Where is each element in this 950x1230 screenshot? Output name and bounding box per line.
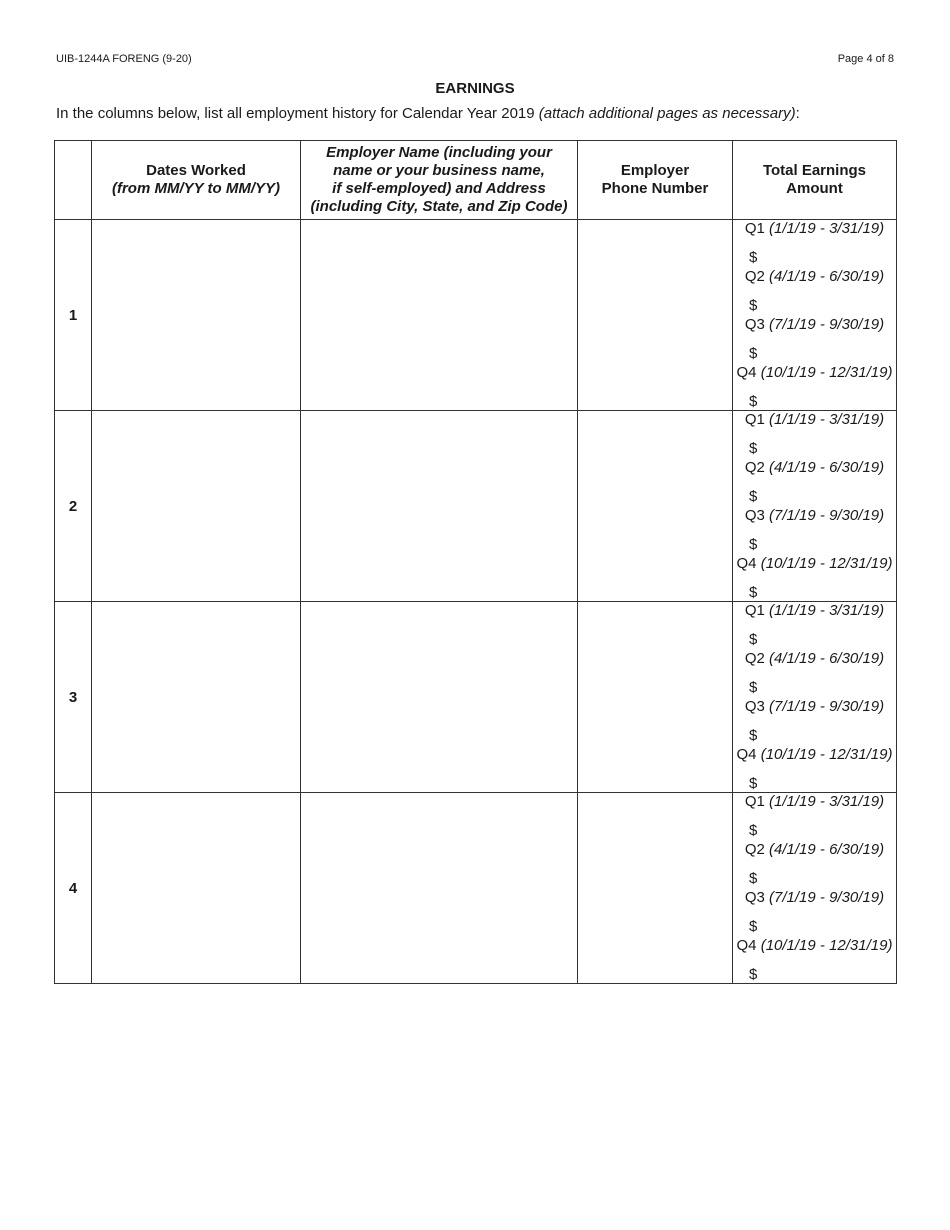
dates-worked-field[interactable] [92,793,301,984]
quarter-name: Q2 [744,268,765,285]
earnings-amount-field[interactable]: $ [749,631,758,648]
earnings-amount-field[interactable]: $ [749,440,758,457]
instructions [56,105,800,122]
quarter-label [733,841,896,858]
dates-worked-header [92,141,301,220]
earnings-amount-field[interactable]: $ [749,393,758,410]
table-header-row [55,141,897,220]
quarter-name: Q2 [744,650,765,667]
quarter-name: Q3 [744,507,765,524]
table-row [55,411,897,602]
quarter-list [733,602,896,792]
earnings-amount-field[interactable]: $ [749,775,758,792]
quarter-dates: (4/1/19 - 6/30/19) [769,268,885,285]
quarter-name: Q2 [744,841,765,858]
quarter-name: Q1 [744,411,765,428]
quarter-dates: (1/1/19 - 3/31/19) [769,602,885,619]
page-title: EARNINGS [435,80,515,97]
employer-field[interactable] [301,793,578,984]
quarter-dates: (10/1/19 - 12/31/19) [760,746,893,763]
table-row [55,602,897,793]
phone-field[interactable] [578,220,733,411]
quarter-list [733,411,896,601]
page-number: Page 4 of 8 [837,53,894,65]
earnings-cell [733,602,897,793]
quarter-label [733,793,896,810]
quarter-label [733,316,896,333]
earnings-cell [733,411,897,602]
earnings-amount-field[interactable]: $ [749,345,758,362]
quarter-label [733,459,896,476]
quarter-label [733,937,896,954]
dates-worked-field[interactable] [92,602,301,793]
earnings-amount-field[interactable]: $ [749,584,758,601]
phone-header-line: Employer [620,162,690,179]
table-row [55,793,897,984]
row-number: 4 [55,793,92,984]
employer-header-line: if self-employed) and Address [332,180,546,197]
quarter-name: Q1 [744,220,765,237]
quarter-dates: (4/1/19 - 6/30/19) [769,841,885,858]
employer-field[interactable] [301,220,578,411]
phone-header-line: Phone Number [601,180,709,197]
quarter-label [733,411,896,428]
quarter-name: Q4 [736,746,757,763]
earnings-amount-field[interactable]: $ [749,297,758,314]
quarter-label [733,602,896,619]
row-number-header [55,141,92,220]
table-row [55,220,897,411]
earnings-amount-field[interactable]: $ [749,822,758,839]
employer-header-line: name or your business name, [333,162,545,179]
quarter-label [733,889,896,906]
quarter-label [733,746,896,763]
employer-header-line: Employer Name (including your [326,144,552,161]
quarter-dates: (10/1/19 - 12/31/19) [760,937,893,954]
employer-header [301,141,578,220]
quarter-label [733,220,896,237]
earnings-amount-field[interactable]: $ [749,536,758,553]
phone-header [578,141,733,220]
row-number: 2 [55,411,92,602]
quarter-name: Q4 [736,555,757,572]
earnings-cell [733,220,897,411]
quarter-dates: (7/1/19 - 9/30/19) [769,316,885,333]
quarter-dates: (7/1/19 - 9/30/19) [769,889,885,906]
row-number: 3 [55,602,92,793]
employer-header-line: (including City, State, and Zip Code) [310,198,568,215]
quarter-name: Q2 [744,459,765,476]
quarter-dates: (1/1/19 - 3/31/19) [769,220,885,237]
quarter-name: Q4 [736,937,757,954]
employer-field[interactable] [301,411,578,602]
quarter-name: Q4 [736,364,757,381]
quarter-dates: (7/1/19 - 9/30/19) [769,507,885,524]
earnings-amount-field[interactable]: $ [749,249,758,266]
quarter-dates: (10/1/19 - 12/31/19) [760,364,893,381]
quarter-label [733,507,896,524]
dates-worked-title: Dates Worked [146,162,246,179]
quarter-name: Q1 [744,602,765,619]
quarter-dates: (4/1/19 - 6/30/19) [769,650,885,667]
earnings-amount-field[interactable]: $ [749,679,758,696]
earnings-cell [733,793,897,984]
quarter-dates: (10/1/19 - 12/31/19) [760,555,893,572]
quarter-dates: (4/1/19 - 6/30/19) [769,459,885,476]
quarter-dates: (1/1/19 - 3/31/19) [769,411,885,428]
earnings-header-line: Total Earnings [762,162,867,179]
quarter-name: Q3 [744,316,765,333]
employer-field[interactable] [301,602,578,793]
dates-worked-format: (from MM/YY to MM/YY) [111,180,281,197]
quarter-label [733,364,896,381]
phone-field[interactable] [578,793,733,984]
dates-worked-field[interactable] [92,220,301,411]
quarter-dates: (7/1/19 - 9/30/19) [769,698,885,715]
quarter-name: Q3 [744,698,765,715]
earnings-table [54,140,897,984]
quarter-name: Q3 [744,889,765,906]
instructions-note: (attach additional pages as necessary) [538,105,796,122]
phone-field[interactable] [578,411,733,602]
earnings-amount-field[interactable]: $ [749,727,758,744]
earnings-header-line: Amount [786,180,843,197]
instructions-text: In the columns below, list all employment history for Calendar Year 2019 [56,105,539,122]
instructions-suffix: : [795,105,800,122]
row-number: 1 [55,220,92,411]
earnings-amount-field[interactable]: $ [749,966,758,983]
quarter-label [733,698,896,715]
earnings-amount-field[interactable]: $ [749,918,758,935]
quarter-label [733,555,896,572]
quarter-label [733,268,896,285]
quarter-dates: (1/1/19 - 3/31/19) [769,793,885,810]
quarter-list [733,793,896,983]
earnings-amount-field[interactable]: $ [749,870,758,887]
earnings-header [733,141,897,220]
quarter-label [733,650,896,667]
quarter-name: Q1 [744,793,765,810]
quarter-list [733,220,896,410]
earnings-amount-field[interactable]: $ [749,488,758,505]
form-id: UIB-1244A FORENG (9-20) [56,53,192,65]
phone-field[interactable] [578,602,733,793]
dates-worked-field[interactable] [92,411,301,602]
